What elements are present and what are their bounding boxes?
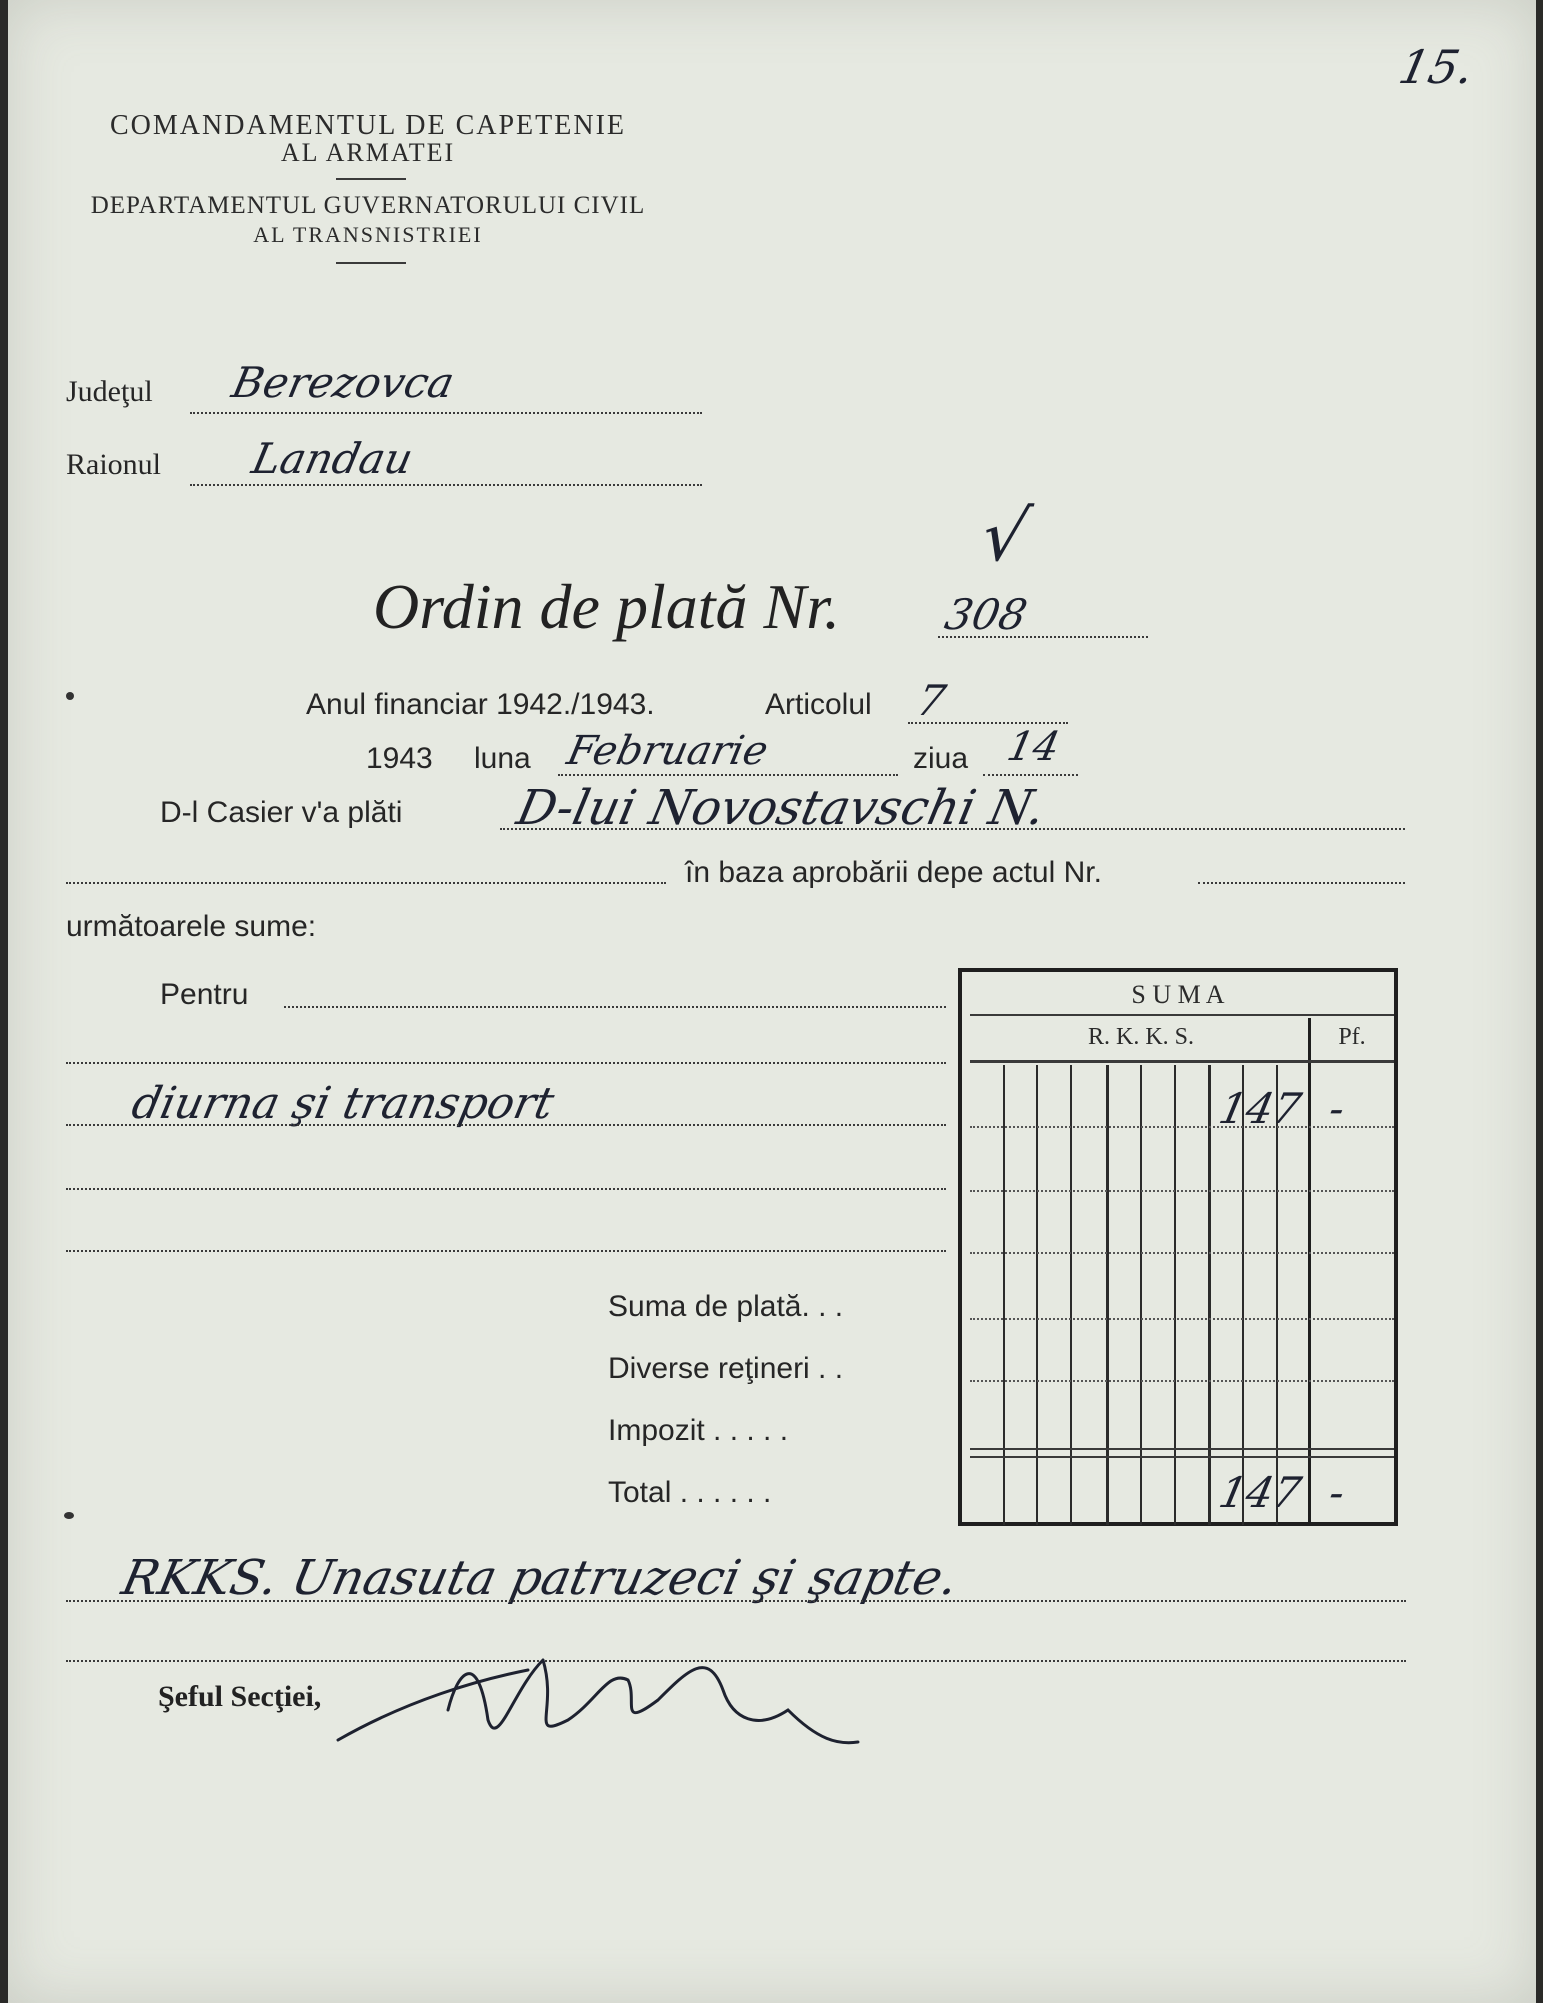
suma-header: S U M A <box>1131 980 1225 1009</box>
table-total-divider-1 <box>970 1448 1394 1450</box>
item-line-4 <box>66 1250 946 1252</box>
judet-label: Judeţul <box>66 375 153 408</box>
table-row-line-2 <box>970 1190 1394 1192</box>
raion-value: Landau <box>247 434 418 483</box>
table-row-line-3 <box>970 1252 1394 1254</box>
total-amount: 147 <box>1214 1468 1306 1517</box>
item-line-2 <box>66 1124 946 1126</box>
pentru-label: Pentru <box>160 978 249 1011</box>
diverse-retineri-label: Diverse reţineri . . <box>608 1352 844 1385</box>
baza-right-line <box>1198 882 1405 884</box>
item-line-3 <box>66 1188 946 1190</box>
row-1-pf: - <box>1324 1084 1350 1133</box>
baza-label: în baza aprobării depe actul Nr. <box>685 856 1102 889</box>
header-line-2: AL ARMATEI <box>280 138 456 167</box>
title-label: Ordin de plată Nr. <box>373 571 840 642</box>
amount-in-words: RKKS. Unasuta patruzeci şi şapte. <box>117 1550 964 1606</box>
judet-line <box>190 412 702 414</box>
year-label: 1943 <box>366 742 433 775</box>
header-line-3: DEPARTAMENTUL GUVERNATORULUI CIVIL <box>90 192 646 219</box>
col-rkks-header: R. K. K. S. <box>1087 1024 1195 1050</box>
casier-value: D-lui Novostavschi N. <box>512 780 1051 836</box>
punch-mark-1 <box>66 692 74 700</box>
articolul-label: Articolul <box>765 688 872 721</box>
total-label: Total . . . . . . <box>608 1476 772 1509</box>
header-line-4: AL TRANSNISTRIEI <box>253 222 483 247</box>
luna-label: luna <box>474 742 531 775</box>
luna-line <box>558 774 898 776</box>
item-line-1 <box>66 1062 946 1064</box>
col-header-divider <box>970 1060 1394 1063</box>
impozit-label: Impozit . . . . . <box>608 1414 789 1447</box>
luna-value: Februarie <box>563 728 773 774</box>
judet-value: Berezovca <box>227 358 459 407</box>
table-row-line-5 <box>970 1380 1394 1382</box>
document-sheet <box>8 0 1536 2003</box>
corner-mark: 15. <box>1394 40 1479 94</box>
suma-de-plata-label: Suma de plată. . . <box>608 1290 844 1323</box>
anul-label: Anul financiar 1942./1943. <box>306 688 655 721</box>
suma-header-divider <box>970 1014 1394 1016</box>
raion-label: Raionul <box>66 448 161 481</box>
header-divider-2 <box>336 262 406 264</box>
table-total-divider-2 <box>970 1456 1394 1458</box>
pentru-line <box>284 1006 946 1008</box>
articolul-value: 7 <box>912 676 950 725</box>
check-mark: √ <box>974 495 1037 577</box>
header-divider-1 <box>336 178 406 180</box>
baza-left-line <box>66 882 666 884</box>
col-pf-header: Pf. <box>1338 1024 1366 1050</box>
document-title <box>373 570 840 644</box>
amount-words-line <box>66 1600 1406 1602</box>
signature-scribble <box>328 1630 868 1760</box>
header-line-1: COMANDAMENTUL DE CAPETENIE <box>109 110 627 141</box>
ziua-label: ziua <box>913 742 969 775</box>
row-1-amount: 147 <box>1214 1084 1306 1133</box>
punch-mark-2 <box>64 1512 74 1519</box>
pf-column-divider <box>1308 1018 1311 1522</box>
raion-line <box>190 484 702 486</box>
table-row-line-4 <box>970 1318 1394 1320</box>
order-number: 308 <box>940 590 1032 639</box>
urmatoarele-label: următoarele sume: <box>66 910 317 943</box>
order-number-line <box>938 636 1148 638</box>
ziua-value: 14 <box>1003 724 1064 770</box>
casier-label: D-l Casier v'a plăti <box>160 796 403 829</box>
total-pf: - <box>1324 1468 1350 1517</box>
item-1-text: diurna şi transport <box>127 1078 559 1129</box>
suma-table <box>958 968 1398 1526</box>
ziua-line <box>983 774 1078 776</box>
signature-label: Şeful Secţiei, <box>158 1680 322 1713</box>
